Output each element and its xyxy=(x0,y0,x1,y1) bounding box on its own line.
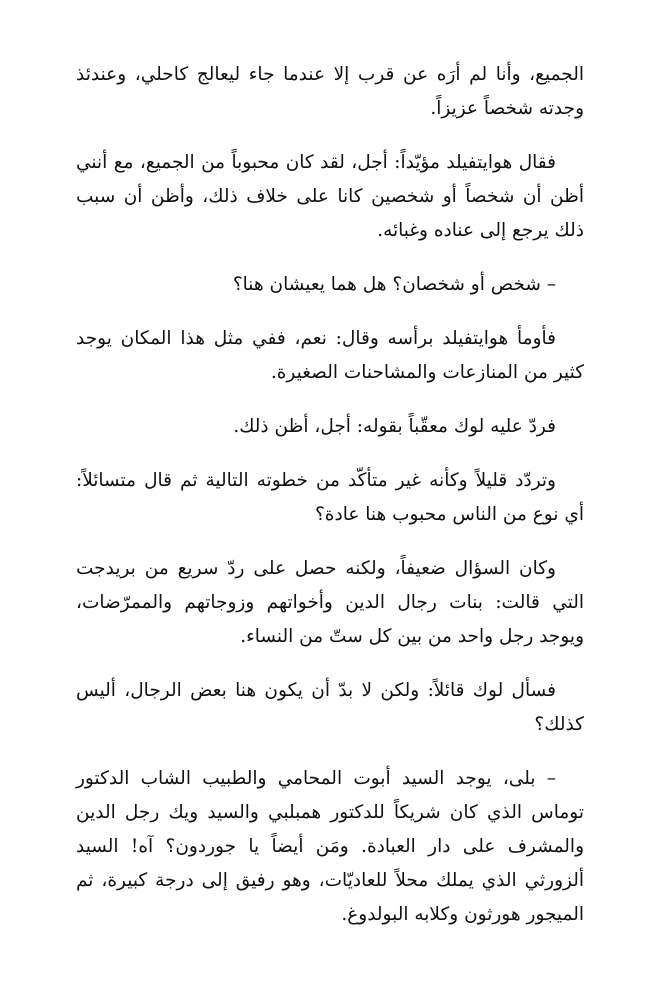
paragraph-whitfield-agrees: فقال هوايتفيلد مؤيّداً: أجل، لقد كان محبوباً من الجميع، مع أنني أظن أن شخصاً أو شخصين كانا على خلاف ذلك، وأظن أن سبب ذلك يرجع إلى عناده وغبائه. xyxy=(76,152,584,241)
paragraph-luke-hesitates: وتردّد قليلاً وكأنه غير متأكّد من خطوته التالية ثم قال متسائلاً: أي نوع من الناس محبوب هنا عادة؟ xyxy=(76,470,584,525)
paragraph-bridget-answers: وكان السؤال ضعيفاً، ولكنه حصل على ردّ سريع من بريدجت التي قالت: بنات رجال الدين وأخواتهم وزوجاتهم والممرّضات، ويوجد رجل واحد من بين كل ستّ من النساء. xyxy=(76,558,584,647)
paragraph-question-one-or-two: – شخص أو شخصان؟ هل هما يعيشان هنا؟ xyxy=(232,274,556,295)
paragraph-men-list: – بلى، يوجد السيد أبوت المحامي والطبيب الشاب الدكتور توماس الذي كان شريكاً للدكتور همبلبي والسيد ويك رجل الدين والمشرف على دار العبادة. ومَن أيضاً يا جوردون؟ آه! السيد ألزورثي الذي يملك محلاً للعاديّات، وهو رفيق إلى درجة كبيرة، ثم الميجور هورثون وكلابه البولدوغ. xyxy=(76,768,584,925)
paragraph-continuation: الجميع، وأنا لم أرَه عن قرب إلا عندما جاء ليعالج كاحلي، وعندئذ وجدته شخصاً عزيزاً. xyxy=(76,64,584,119)
paragraph-luke-asks-men: فسأل لوك قائلاً: ولكن لا بدّ أن يكون هنا بعض الرجال، أليس كذلك؟ xyxy=(76,680,584,735)
paragraph-whitfield-nods: فأومأ هوايتفيلد برأسه وقال: نعم، ففي مثل هذا المكان يوجد كثير من المنازعات والمشاحنات الصغيرة. xyxy=(76,328,584,383)
paragraph-luke-replies: فردّ عليه لوك معقّباً بقوله: أجل، أظن ذلك. xyxy=(233,416,556,437)
text-column xyxy=(76,58,584,952)
